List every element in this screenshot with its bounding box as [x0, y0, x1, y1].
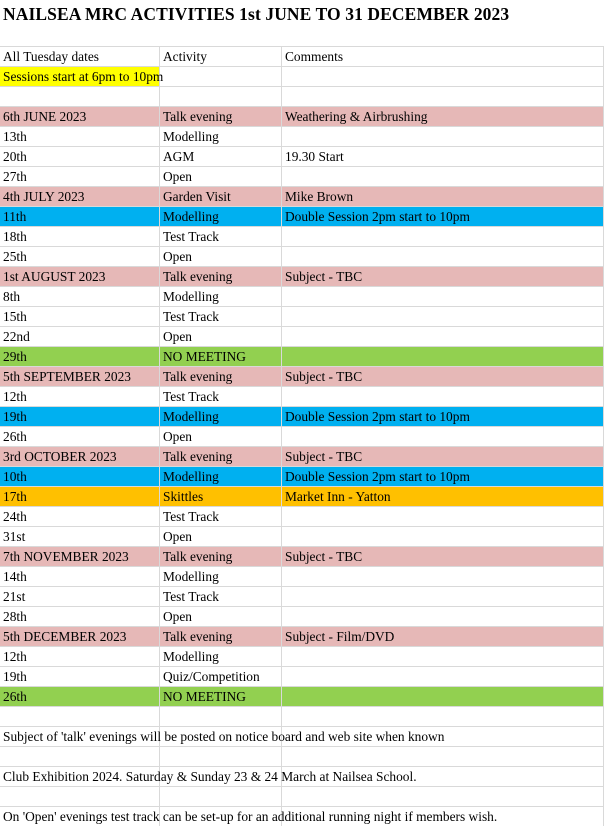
schedule-body [0, 47, 604, 826]
schedule-row [0, 367, 604, 387]
empty-cell[interactable] [160, 67, 282, 87]
schedule-table [0, 46, 604, 826]
date-cell[interactable]: 24th [0, 507, 160, 527]
empty-cell[interactable] [282, 67, 604, 87]
date-cell[interactable]: 11th [0, 207, 160, 227]
header-activity[interactable]: Activity [160, 47, 282, 67]
date-cell[interactable]: 14th [0, 567, 160, 587]
header-date[interactable]: All Tuesday dates [0, 47, 160, 67]
comment-cell[interactable]: Weathering & Airbrushing [282, 107, 604, 127]
comment-cell[interactable] [282, 167, 604, 187]
schedule-row [0, 587, 604, 607]
empty-cell[interactable] [0, 787, 160, 807]
date-cell[interactable]: 29th [0, 347, 160, 367]
comment-cell[interactable]: Double Session 2pm start to 10pm [282, 207, 604, 227]
empty-cell[interactable] [282, 707, 604, 727]
header-comments[interactable]: Comments [282, 47, 604, 67]
date-cell[interactable]: 15th [0, 307, 160, 327]
comment-cell[interactable]: Double Session 2pm start to 10pm [282, 407, 604, 427]
activity-cell[interactable]: Open [160, 327, 282, 347]
empty-cell[interactable] [282, 747, 604, 767]
activity-cell[interactable]: AGM [160, 147, 282, 167]
blank-row [0, 87, 604, 107]
activity-cell[interactable]: Quiz/Competition [160, 667, 282, 687]
comment-cell[interactable]: Subject - TBC [282, 547, 604, 567]
date-cell[interactable]: 31st [0, 527, 160, 547]
schedule-row [0, 227, 604, 247]
activity-cell[interactable]: Modelling [160, 647, 282, 667]
date-cell[interactable]: 19th [0, 667, 160, 687]
footer-note[interactable]: Club Exhibition 2024. Saturday & Sunday 23 & 24 March at Nailsea School. [0, 767, 160, 787]
date-cell[interactable]: 19th [0, 407, 160, 427]
schedule-row [0, 327, 604, 347]
activity-cell[interactable]: Test Track [160, 387, 282, 407]
date-cell[interactable]: 5th SEPTEMBER 2023 [0, 367, 160, 387]
comment-cell[interactable] [282, 247, 604, 267]
date-cell[interactable]: 21st [0, 587, 160, 607]
empty-cell[interactable] [0, 747, 160, 767]
activity-cell[interactable]: Garden Visit [160, 187, 282, 207]
blank-row [0, 747, 604, 767]
sessions-row [0, 67, 604, 87]
activity-cell[interactable]: Talk evening [160, 367, 282, 387]
comment-cell[interactable] [282, 687, 604, 707]
schedule-row [0, 687, 604, 707]
schedule-row [0, 547, 604, 567]
date-cell[interactable]: 6th JUNE 2023 [0, 107, 160, 127]
comment-cell[interactable] [282, 587, 604, 607]
empty-cell[interactable] [0, 87, 160, 107]
date-cell[interactable]: 3rd OCTOBER 2023 [0, 447, 160, 467]
comment-cell[interactable]: Subject - Film/DVD [282, 627, 604, 647]
schedule-row [0, 247, 604, 267]
schedule-row [0, 307, 604, 327]
schedule-row [0, 187, 604, 207]
schedule-row [0, 387, 604, 407]
empty-cell[interactable] [282, 787, 604, 807]
activity-cell[interactable]: Test Track [160, 307, 282, 327]
activity-cell[interactable]: Open [160, 527, 282, 547]
schedule-row [0, 427, 604, 447]
empty-cell[interactable] [282, 87, 604, 107]
date-cell[interactable]: 5th DECEMBER 2023 [0, 627, 160, 647]
sessions-note[interactable]: Sessions start at 6pm to 10pm [0, 67, 160, 87]
schedule-row [0, 287, 604, 307]
date-cell[interactable]: 17th [0, 487, 160, 507]
comment-cell[interactable] [282, 507, 604, 527]
activity-cell[interactable]: Talk evening [160, 547, 282, 567]
empty-cell[interactable] [160, 747, 282, 767]
blank-row [0, 787, 604, 807]
date-cell[interactable]: 28th [0, 607, 160, 627]
comment-cell[interactable] [282, 667, 604, 687]
comment-cell[interactable] [282, 607, 604, 627]
activity-cell[interactable]: Open [160, 607, 282, 627]
activity-cell[interactable]: Skittles [160, 487, 282, 507]
blank-row [0, 707, 604, 727]
note-row [0, 807, 604, 826]
empty-cell[interactable] [160, 707, 282, 727]
comment-cell[interactable] [282, 347, 604, 367]
activity-cell[interactable]: Modelling [160, 567, 282, 587]
activity-cell[interactable]: Open [160, 167, 282, 187]
date-cell[interactable]: 27th [0, 167, 160, 187]
date-cell[interactable]: 1st AUGUST 2023 [0, 267, 160, 287]
comment-cell[interactable]: Subject - TBC [282, 267, 604, 287]
activity-cell[interactable]: Talk evening [160, 107, 282, 127]
activity-cell[interactable]: NO MEETING [160, 687, 282, 707]
activity-cell[interactable]: Modelling [160, 467, 282, 487]
activity-cell[interactable]: Test Track [160, 587, 282, 607]
activity-cell[interactable]: NO MEETING [160, 347, 282, 367]
date-cell[interactable]: 18th [0, 227, 160, 247]
footer-note[interactable]: On 'Open' evenings test track can be set-up for an additional running night if members wish. [0, 807, 160, 826]
comment-cell[interactable] [282, 567, 604, 587]
date-cell[interactable]: 26th [0, 687, 160, 707]
note-row [0, 767, 604, 787]
comment-cell[interactable]: Subject - TBC [282, 367, 604, 387]
activity-cell[interactable]: Talk evening [160, 267, 282, 287]
comment-cell[interactable] [282, 127, 604, 147]
comment-cell[interactable] [282, 287, 604, 307]
comment-cell[interactable] [282, 427, 604, 447]
schedule-row [0, 467, 604, 487]
header-row [0, 47, 604, 67]
empty-cell[interactable] [160, 87, 282, 107]
comment-cell[interactable]: 19.30 Start [282, 147, 604, 167]
schedule-row [0, 347, 604, 367]
comment-cell[interactable] [282, 527, 604, 547]
schedule-row [0, 267, 604, 287]
date-cell[interactable]: 12th [0, 647, 160, 667]
date-cell[interactable]: 12th [0, 387, 160, 407]
date-cell[interactable]: 20th [0, 147, 160, 167]
date-cell[interactable]: 22nd [0, 327, 160, 347]
comment-cell[interactable] [282, 227, 604, 247]
activity-cell[interactable]: Open [160, 247, 282, 267]
schedule-row [0, 527, 604, 547]
empty-cell[interactable] [0, 707, 160, 727]
empty-cell[interactable] [160, 787, 282, 807]
date-cell[interactable]: 7th NOVEMBER 2023 [0, 547, 160, 567]
activity-cell[interactable]: Talk evening [160, 447, 282, 467]
activity-cell[interactable]: Modelling [160, 407, 282, 427]
comment-cell[interactable] [282, 327, 604, 347]
schedule-row [0, 507, 604, 527]
date-cell[interactable]: 8th [0, 287, 160, 307]
schedule-row [0, 647, 604, 667]
date-cell[interactable]: 4th JULY 2023 [0, 187, 160, 207]
schedule-row [0, 447, 604, 467]
schedule-row [0, 167, 604, 187]
footer-note[interactable]: Subject of 'talk' evenings will be posted on notice board and web site when known [0, 727, 160, 747]
page-title: NAILSEA MRC ACTIVITIES 1st JUNE TO 31 DECEMBER 2023 [3, 4, 510, 24]
activity-cell[interactable]: Modelling [160, 207, 282, 227]
comment-cell[interactable] [282, 647, 604, 667]
activity-cell[interactable]: Test Track [160, 227, 282, 247]
schedule-row [0, 107, 604, 127]
schedule-row [0, 567, 604, 587]
comment-cell[interactable]: Double Session 2pm start to 10pm [282, 467, 604, 487]
note-row [0, 727, 604, 747]
schedule-row [0, 127, 604, 147]
activity-cell[interactable]: Talk evening [160, 627, 282, 647]
schedule-row [0, 407, 604, 427]
date-cell[interactable]: 26th [0, 427, 160, 447]
comment-cell[interactable] [282, 387, 604, 407]
comment-cell[interactable]: Subject - TBC [282, 447, 604, 467]
activity-cell[interactable]: Test Track [160, 507, 282, 527]
activity-cell[interactable]: Modelling [160, 287, 282, 307]
activity-cell[interactable]: Modelling [160, 127, 282, 147]
schedule-row [0, 147, 604, 167]
activity-cell[interactable]: Open [160, 427, 282, 447]
schedule-row [0, 667, 604, 687]
date-cell[interactable]: 13th [0, 127, 160, 147]
comment-cell[interactable] [282, 307, 604, 327]
date-cell[interactable]: 25th [0, 247, 160, 267]
date-cell[interactable]: 10th [0, 467, 160, 487]
comment-cell[interactable]: Mike Brown [282, 187, 604, 207]
schedule-row [0, 207, 604, 227]
schedule-row [0, 607, 604, 627]
schedule-row [0, 487, 604, 507]
schedule-row [0, 627, 604, 647]
comment-cell[interactable]: Market Inn - Yatton [282, 487, 604, 507]
